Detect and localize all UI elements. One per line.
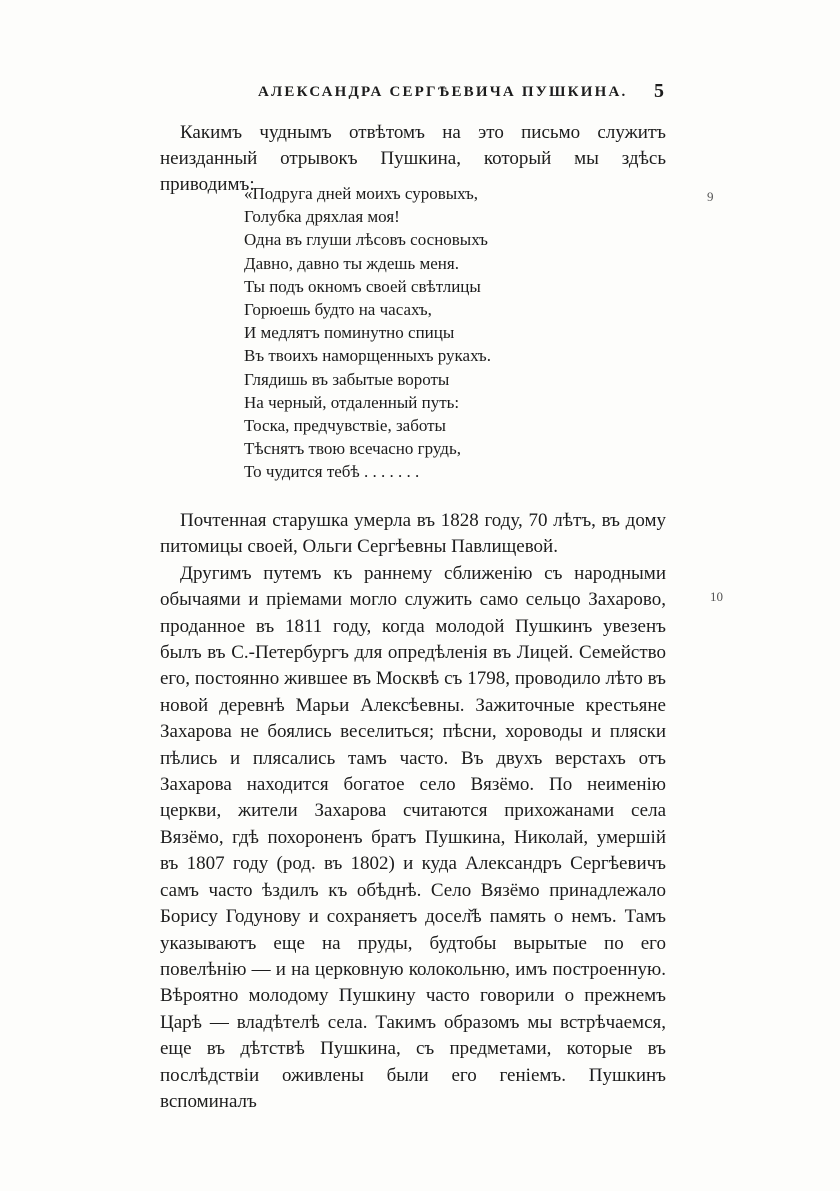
running-head: АЛЕКСАНДРА СЕРГѢЕВИЧА ПУШКИНА. [258, 84, 628, 100]
poem-line: Давно, давно ты ждешь меня. [244, 253, 459, 273]
poem [244, 182, 491, 484]
poem-line: Ты подъ окномъ своей свѣтлицы [244, 276, 481, 296]
poem-line: Тоска, предчувствіе, заботы [244, 416, 446, 436]
margin-line-number: 10 [710, 589, 723, 604]
poem-line: На черный, отдаленный путь: [244, 392, 460, 412]
poem-line: То чудится тебѣ . . . . . . . [244, 462, 420, 482]
margin-line-number: 9 [707, 189, 714, 204]
poem-line: И медлятъ поминутно спицы [244, 323, 455, 343]
poem-line: Глядишь въ забытые вороты [244, 369, 450, 389]
paragraph: Другимъ путемъ къ раннему сближенію съ народными обычаями и пріемами могло служить само сельцо Захарово, проданное въ 1811 году, когда молодой Пушкинъ увезенъ былъ въ С.-Петербургъ для опредѣленія въ Лицей. Семейство его, постоянно жившее въ Москвѣ съ 1798, проводило лѣто въ новой деревнѣ Марьи Алексѣевны. Зажиточные крестьяне Захарова не боялись веселиться; пѣсни, хороводы и пляски пѣлись и плясались тамъ часто. Въ двухъ верстахъ отъ Захарова находится богатое село Вязёмо. По неименію церкви, жители Захарова считаются прихожанами села Вязёмо, гдѣ похороненъ братъ Пушкина, Николай, умершій въ 1807 году (род. въ 1802) и куда Александръ Сергѣевичъ самъ часто ѣздилъ къ обѣднѣ. Село Вязёмо принадлежало Борису Годунову и сохраняетъ досел̌ѣ память о немъ. Тамъ указываютъ еще на пруды, будтобы вырытые по его повелѣнію — и на церковную колокольню, имъ построенную. Вѣроятно молодому Пушкину часто говорили о прежнемъ Царѣ — владѣтелѣ села. Такимъ образомъ мы встрѣчаемся, еще въ дѣтствѣ Пушкина, съ предметами, которые въ послѣдствіи оживлены были его геніемъ. Пушкинъ вспоминалъ [160, 562, 666, 1112]
body-text [160, 508, 666, 1115]
page-number: 5 [654, 80, 664, 102]
poem-line: Тѣснятъ твою всечасно грудь, [244, 439, 461, 459]
intro-text: Какимъ чуднымъ отвѣтомъ на это письмо служитъ неизданный отрывокъ Пушкина, который мы здѣсь приводимъ: [160, 122, 666, 195]
poem-line: Одна въ глуши лѣсовъ сосновыхъ [244, 230, 488, 250]
poem-line: Голубка дряхлая моя! [244, 207, 400, 227]
poem-line: Горюешь будто на часахъ, [244, 300, 432, 320]
poem-line: «Подруга дней моихъ суровыхъ, [244, 184, 479, 203]
paragraph: Почтенная старушка умерла въ 1828 году, 70 лѣтъ, въ дому питомицы своей, Ольги Сергѣевны Павлищевой. [160, 510, 666, 558]
poem-line: Въ твоихъ наморщенныхъ рукахъ. [244, 346, 491, 366]
